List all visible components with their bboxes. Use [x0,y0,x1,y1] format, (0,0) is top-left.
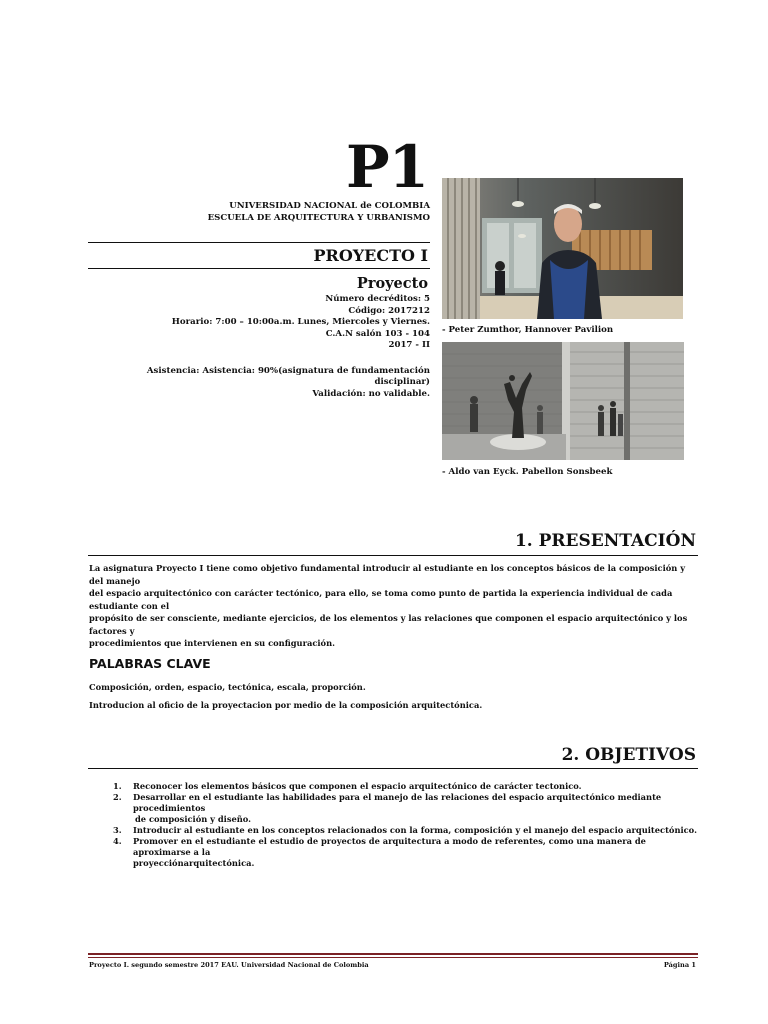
presentation-line: La asignatura Proyecto I tiene como objetivo fundamental introducir al estudiante en los conceptos básicos de la composición y del manejo [89,563,686,586]
objective-text-continued: proyecciónarquitectónica. [133,858,255,868]
photo-van-eyck-image [442,342,684,460]
objective-text: Desarrollar en el estudiante las habilidades para el manejo de las relaciones del espacio arquitectónico mediante procedimientos [133,792,662,813]
presentation-line: propósito de ser consciente, mediante ejercicios, de los elementos y las relaciones que componen el espacio arquitectónico y los factores y [89,613,688,636]
course-code: Código: 2017212 [348,305,430,316]
course-code-large: P1 [346,133,428,201]
section-rule-objetivos [88,768,698,769]
photo-caption-zumthor: - Peter Zumthor, Hannover Pavilion [442,325,614,335]
photo-van-eyck-pavilion [442,342,684,460]
keywords-heading: PALABRAS CLAVE [89,656,211,671]
title-rule-bottom [88,268,430,269]
university-name: UNIVERSIDAD NACIONAL de COLOMBIA [229,201,430,211]
section-rule-presentacion [88,555,698,556]
footer-rule-thin [88,957,698,958]
section-heading-presentacion: 1. PRESENTACIÓN [514,531,696,551]
photo-zumthor-image [442,178,683,319]
photo-caption-van-eyck: - Aldo van Eyck. Pabellon Sonsbeek [442,467,613,477]
objective-text: Introducir al estudiante en los conceptos relacionados con la forma, composición y el manejo del espacio arquitectónico. [133,825,697,835]
footer-rule-thick [88,953,698,955]
objective-item [89,825,699,836]
objective-item [89,792,699,825]
objective-item [89,781,699,792]
section-heading-objetivos: 2. OBJETIVOS [561,745,696,765]
attendance: Asistencia: Asistencia: 90%(asignatura de fundamentación disciplinar) [146,365,430,387]
objective-number: 3. [113,825,122,835]
term: 2017 - II [388,340,430,350]
course-info [90,294,430,400]
objective-number: 1. [113,781,122,791]
objective-text: Promover en el estudiante el estudio de proyectos de arquitectura a modo de referentes, como una manera de aproximarse a la [133,836,646,857]
objective-item [89,836,699,869]
objective-number: 2. [113,792,122,802]
schedule: Horario: 7:00 – 10:00a.m. Lunes, Miercoles y Viernes. [171,317,430,327]
credits: Número decréditos: 5 [325,294,430,304]
room: C.A.N salón 103 - 104 [325,328,430,339]
objectives-list [89,781,699,869]
school-name: ESCUELA DE ARQUITECTURA Y URBANISMO [207,213,430,223]
presentation-line: del espacio arquitectónico con carácter tectónico, para ello, se toma como punto de partida la experiencia individual de cada estudiante con el [89,588,673,611]
course-title: PROYECTO I [313,246,428,265]
photo-zumthor-pavilion [442,178,683,319]
footer-text: Proyecto I. segundo semestre 2017 EAU. Universidad Nacional de Colombia [89,961,369,969]
institution-block [150,200,430,224]
title-rule-top [88,242,430,243]
validation: Validación: no validable. [312,388,430,399]
keywords-intro: Introducion al oficio de la proyectacion por medio de la composición arquitectónica. [89,700,483,710]
objective-text: Reconocer los elementos básicos que componen el espacio arquitectónico de carácter tectonico. [133,781,582,791]
keywords-list: Composición, orden, espacio, tectónica, escala, proporción. [89,682,366,692]
objective-text-continued: de composición y diseño. [135,814,252,824]
course-subtitle: Proyecto [356,275,428,292]
presentation-line: procedimientos que intervienen en su configuración. [89,638,335,648]
page-number: Página 1 [663,961,696,969]
objective-number: 4. [113,836,122,846]
presentation-paragraph [89,562,699,650]
